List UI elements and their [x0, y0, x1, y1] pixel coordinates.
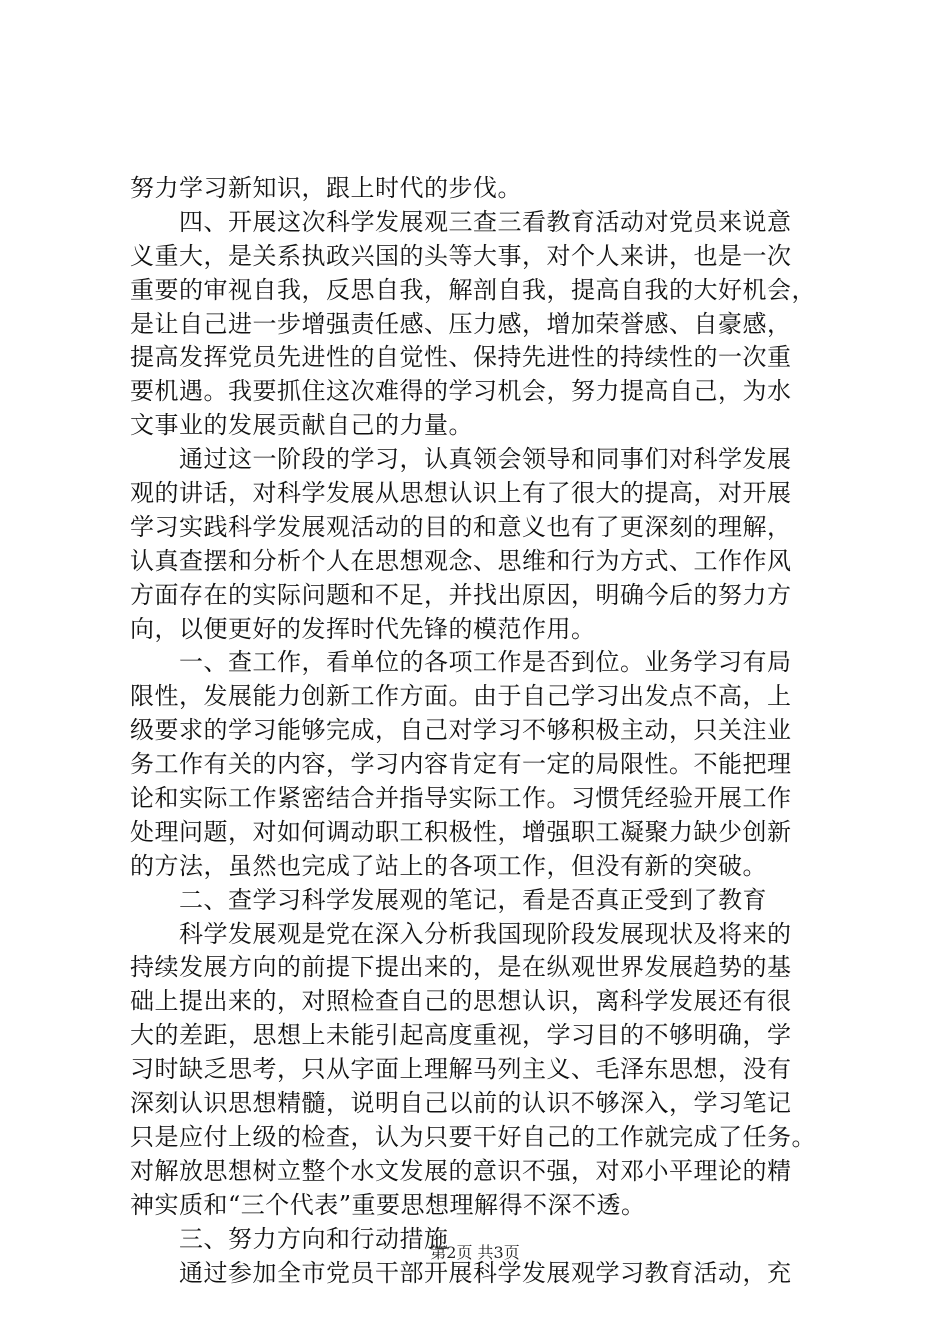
text-line: 文事业的发展贡献自己的力量。	[130, 411, 473, 440]
text-line: 认真查摆和分析个人在思想观念、思维和行为方式、工作作风	[130, 546, 792, 575]
text-line: 提高发挥党员先进性的自觉性、保持先进性的持续性的一次重	[130, 343, 792, 372]
text-line: 大的差距，思想上未能引起高度重视，学习目的不够明确，学	[130, 1021, 792, 1050]
page-number-label: 第2页 共3页	[430, 1243, 520, 1262]
text-line: 重要的审视自我，反思自我，解剖自我，提高自我的大好机会，	[130, 275, 816, 304]
page-footer	[0, 1240, 950, 1263]
text-line: 一、查工作，看单位的各项工作是否到位。业务学习有局	[130, 648, 792, 677]
text-line: 是让自己进一步增强责任感、压力感，增加荣誉感、自豪感，	[130, 309, 792, 338]
text-line: 科学发展观是党在深入分析我国现阶段发展现状及将来的	[130, 919, 792, 948]
text-line: 务工作有关的内容，学习内容肯定有一定的局限性。不能把理	[130, 750, 792, 779]
text-line: 的方法，虽然也完成了站上的各项工作，但没有新的突破。	[130, 851, 767, 880]
text-line: 论和实际工作紧密结合并指导实际工作。习惯凭经验开展工作	[130, 784, 792, 813]
text-line: 神实质和“三个代表”重要思想理解得不深不透。	[130, 1190, 646, 1219]
text-line: 学习实践科学发展观活动的目的和意义也有了更深刻的理解，	[130, 512, 792, 541]
text-line: 持续发展方向的前提下提出来的，是在纵观世界发展趋势的基	[130, 953, 792, 982]
text-line: 向，以便更好的发挥时代先锋的模范作用。	[130, 614, 596, 643]
text-line: 习时缺乏思考，只从字面上理解马列主义、毛泽东思想，没有	[130, 1055, 792, 1084]
document-body	[130, 172, 850, 1290]
text-line: 对解放思想树立整个水文发展的意识不强，对邓小平理论的精	[130, 1156, 792, 1185]
text-line: 四、开展这次科学发展观三查三看教育活动对党员来说意	[130, 207, 792, 236]
text-line: 二、查学习科学发展观的笔记，看是否真正受到了教育	[130, 885, 767, 914]
text-line: 通过参加全市党员干部开展科学发展观学习教育活动，充	[130, 1258, 792, 1287]
text-line: 观的讲话，对科学发展从思想认识上有了很大的提高，对开展	[130, 479, 792, 508]
text-line: 限性，发展能力创新工作方面。由于自己学习出发点不高，上	[130, 682, 792, 711]
text-line: 要机遇。我要抓住这次难得的学习机会，努力提高自己，为水	[130, 377, 792, 406]
text-line: 只是应付上级的检查，认为只要干好自己的工作就完成了任务。	[130, 1122, 816, 1151]
text-line: 努力学习新知识，跟上时代的步伐。	[130, 174, 522, 202]
text-line: 处理问题，对如何调动职工积极性，增强职工凝聚力缺少创新	[130, 817, 792, 846]
text-line: 义重大，是关系执政兴国的头等大事，对个人来讲，也是一次	[130, 241, 792, 270]
text-line: 方面存在的实际问题和不足，并找出原因，明确今后的努力方	[130, 580, 792, 609]
text-line: 通过这一阶段的学习，认真领会领导和同事们对科学发展	[130, 445, 792, 474]
text-line: 三、努力方向和行动措施	[130, 1224, 449, 1253]
text-line: 级要求的学习能够完成，自己对学习不够积极主动，只关注业	[130, 716, 792, 745]
text-line: 础上提出来的，对照检查自己的思想认识，离科学发展还有很	[130, 987, 792, 1016]
text-line: 深刻认识思想精髓，说明自己以前的认识不够深入，学习笔记	[130, 1089, 792, 1118]
